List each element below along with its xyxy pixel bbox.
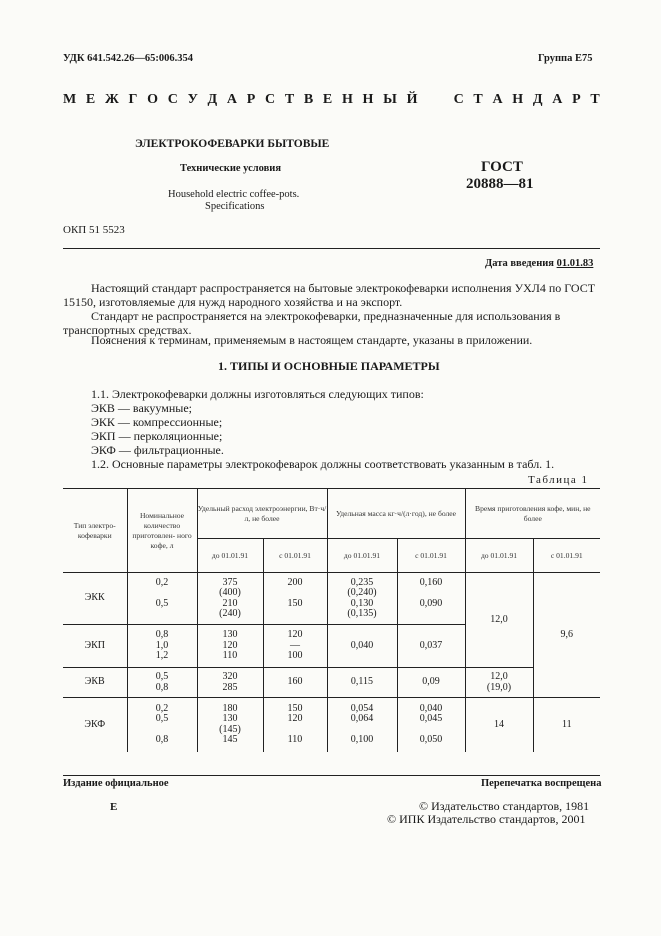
banner-letter: Н bbox=[362, 92, 374, 107]
row-time-before: 12,0 (19,0) bbox=[465, 668, 533, 698]
banner-letter: А bbox=[552, 92, 563, 107]
row-time-before: 14 bbox=[465, 698, 533, 752]
type-ekk: ЭКК — компрессионные; bbox=[91, 415, 223, 429]
banner-letter bbox=[440, 92, 444, 108]
banner-letter: Е bbox=[322, 92, 333, 107]
banner-letter: А bbox=[226, 92, 238, 107]
table-row bbox=[63, 698, 600, 752]
banner-letter: Й bbox=[406, 92, 418, 107]
document-title: ЭЛЕКТРОКОФЕВАРКИ БЫТОВЫЕ bbox=[135, 138, 330, 150]
type-ekv: ЭКВ — вакуумные; bbox=[91, 401, 193, 415]
banner-letter: Ж bbox=[104, 92, 119, 107]
banner-letter bbox=[427, 92, 431, 108]
clause-1-1: 1.1. Электрокофеварки должны изготовляться следующих типов: bbox=[91, 387, 424, 401]
gost-label: ГОСТ bbox=[481, 159, 523, 175]
gost-number: 20888—81 bbox=[466, 176, 534, 192]
banner-letter: С bbox=[453, 92, 464, 107]
banner-letter: М bbox=[63, 92, 77, 107]
banner-letter: Д bbox=[532, 92, 543, 107]
type-ekp: ЭКП — перколяционные; bbox=[91, 429, 223, 443]
row-type: ЭКП bbox=[63, 625, 127, 668]
row-energy-after: 150 120 110 bbox=[263, 698, 327, 752]
banner-letter: О bbox=[147, 92, 159, 107]
row-mass-before: 0,040 bbox=[327, 625, 397, 668]
row-volume: 0,2 0,5 0,8 bbox=[127, 698, 197, 752]
footer-separator-line bbox=[63, 775, 600, 776]
banner-letter: А bbox=[492, 92, 503, 107]
official-edition-label: Издание официальное bbox=[63, 778, 169, 789]
intro-paragraph-2: Стандарт не распространяется на электрокофеварки, предназначенные для использования в транспортных средствах. bbox=[63, 309, 561, 337]
banner-letter: Ы bbox=[383, 92, 397, 107]
banner-letter: Т bbox=[473, 92, 483, 107]
banner-letter: В bbox=[303, 92, 314, 107]
header-time-before: до 01.01.91 bbox=[465, 539, 533, 573]
separator-line bbox=[63, 248, 600, 249]
row-mass-before: 0,054 0,064 0,100 bbox=[327, 698, 397, 752]
row-energy-after: 120 — 100 bbox=[263, 625, 327, 668]
english-title: Household electric coffee-pots. bbox=[168, 189, 300, 200]
type-ekf: ЭКФ — фильтрационные. bbox=[91, 443, 224, 457]
table-caption: Таблица 1 bbox=[528, 474, 589, 486]
header-mass: Удельная масса кг·ч/(л·год), не более bbox=[327, 489, 465, 539]
row-mass-after: 0,040 0,045 0,050 bbox=[397, 698, 465, 752]
header-mass-after: с 01.01.91 bbox=[397, 539, 465, 573]
time-before-ekk-ekp: 12,0 bbox=[465, 573, 533, 668]
document-subtitle: Технические условия bbox=[180, 163, 282, 174]
interstate-standard-banner bbox=[63, 92, 600, 108]
banner-letter: Д bbox=[207, 92, 218, 107]
row-volume: 0,2 0,5 bbox=[127, 573, 197, 625]
banner-letter: С bbox=[167, 92, 178, 107]
row-energy-after: 200 150 bbox=[263, 573, 327, 625]
row-mass-after: 0,160 0,090 bbox=[397, 573, 465, 625]
reprint-prohibited-label: Перепечатка воспрещена bbox=[481, 778, 602, 789]
row-type: ЭКФ bbox=[63, 698, 127, 752]
row-type: ЭКВ bbox=[63, 668, 127, 698]
clause-1-2: 1.2. Основные параметры электрокофеварок должны соответствовать указанным в табл. 1. bbox=[91, 457, 555, 471]
header-energy: Удельный расход электроэнергии, Вт·ч/л, не более bbox=[197, 489, 327, 539]
edition-letter: Е bbox=[110, 801, 118, 813]
row-mass-after: 0,09 bbox=[397, 668, 465, 698]
banner-letter: С bbox=[264, 92, 276, 107]
header-mass-before: до 01.01.91 bbox=[327, 539, 397, 573]
copyright-2001: © ИПК Издательство стандартов, 2001 bbox=[387, 812, 586, 826]
row-time-after: 11 bbox=[533, 698, 600, 752]
time-after-ekk-ekp-ekv: 9,6 bbox=[533, 573, 600, 698]
udk-code: УДК 641.542.26—65:006.354 bbox=[63, 53, 193, 64]
row-mass-before: 0,235 (0,240) 0,130 (0,135) bbox=[327, 573, 397, 625]
banner-letter: Т bbox=[284, 92, 295, 107]
banner-letter: Р bbox=[572, 92, 581, 107]
group-code: Группа Е75 bbox=[538, 53, 593, 64]
introduction-date-label: Дата введения bbox=[485, 258, 554, 269]
header-volume: Номинальное количество приготовлен- ного кофе, л bbox=[127, 489, 197, 573]
header-energy-after: с 01.01.91 bbox=[263, 539, 327, 573]
row-energy-before: 375 (400) 210 (240) bbox=[197, 573, 263, 625]
banner-letter: У bbox=[187, 92, 198, 107]
row-volume: 0,5 0,8 bbox=[127, 668, 197, 698]
row-volume: 0,8 1,0 1,2 bbox=[127, 625, 197, 668]
introduction-date bbox=[485, 258, 593, 269]
row-mass-after: 0,037 bbox=[397, 625, 465, 668]
row-energy-before: 130 120 110 bbox=[197, 625, 263, 668]
table-row bbox=[63, 668, 600, 698]
banner-letter: Р bbox=[246, 92, 256, 107]
okp-code: ОКП 51 5523 bbox=[63, 224, 125, 236]
intro-paragraph-1: Настоящий стандарт распространяется на бытовые электрокофеварки исполнения УХЛ4 по ГОСТ 15150, изготовляемые для нужд народного хозяйства и на экспорт. bbox=[63, 281, 596, 309]
banner-letter: Н bbox=[512, 92, 524, 107]
banner-letter: Е bbox=[85, 92, 96, 107]
parameters-table bbox=[63, 488, 600, 752]
banner-letter: Н bbox=[341, 92, 353, 107]
row-energy-before: 180 130 (145) 145 bbox=[197, 698, 263, 752]
row-energy-after: 160 bbox=[263, 668, 327, 698]
english-subtitle: Specifications bbox=[205, 201, 265, 212]
banner-letter: Т bbox=[590, 92, 600, 107]
copyright-1981: © Издательство стандартов, 1981 bbox=[419, 799, 590, 813]
row-type: ЭКК bbox=[63, 573, 127, 625]
section-1-heading: 1. ТИПЫ И ОСНОВНЫЕ ПАРАМЕТРЫ bbox=[218, 359, 440, 373]
banner-letter: Г bbox=[128, 92, 138, 107]
introduction-date-value: 01.01.83 bbox=[556, 258, 594, 269]
header-energy-before: до 01.01.91 bbox=[197, 539, 263, 573]
header-type: Тип электро- кофеварки bbox=[63, 489, 127, 573]
row-mass-before: 0,115 bbox=[327, 668, 397, 698]
header-time: Время приготовления кофе, мин, не более bbox=[465, 489, 600, 539]
row-energy-before: 320 285 bbox=[197, 668, 263, 698]
table-row bbox=[63, 573, 600, 625]
header-time-after: с 01.01.91 bbox=[533, 539, 600, 573]
intro-paragraph-3: Пояснения к терминам, применяемым в настоящем стандарте, указаны в приложении. bbox=[91, 333, 533, 347]
